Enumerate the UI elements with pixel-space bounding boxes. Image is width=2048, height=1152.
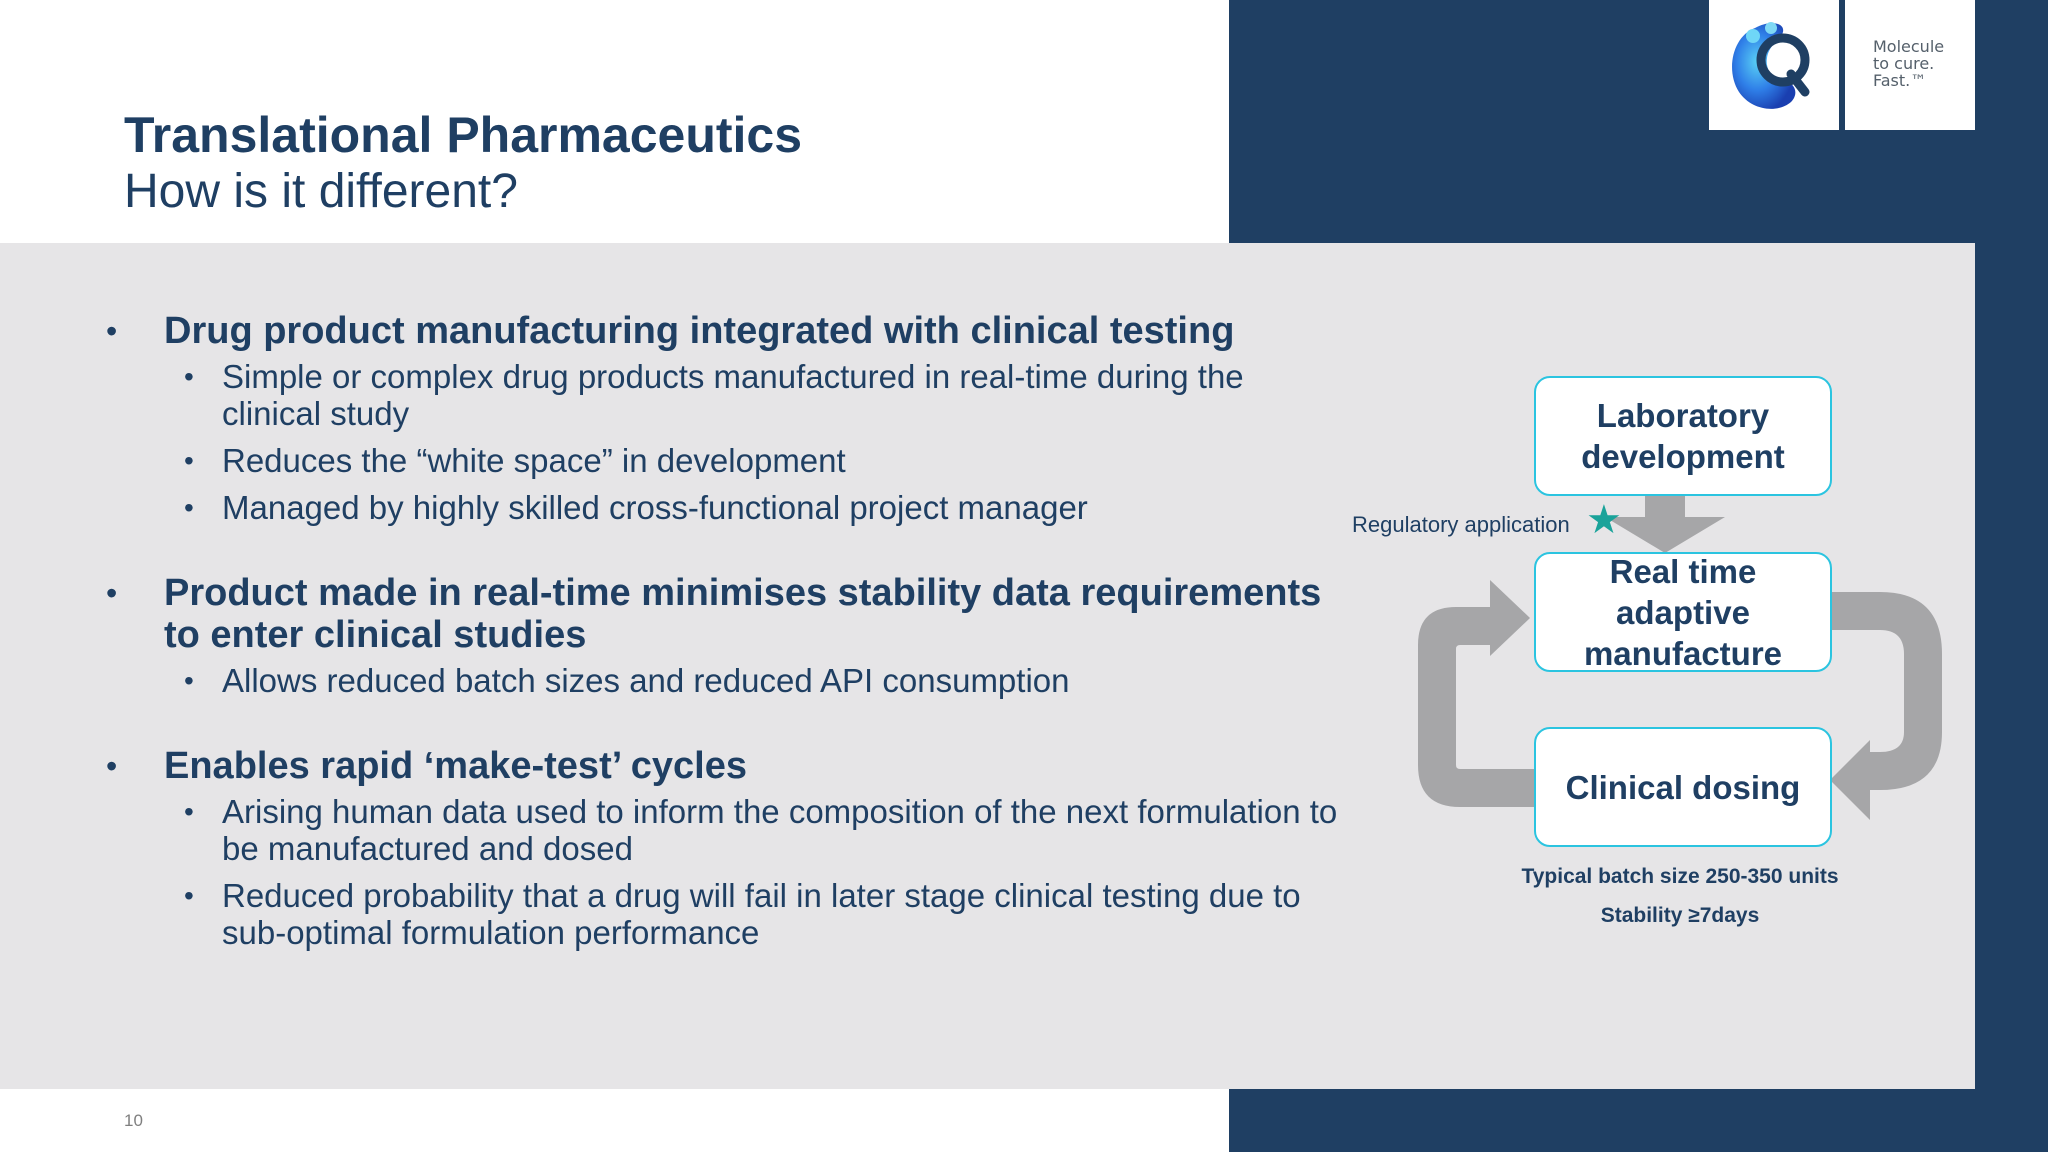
tagline-line-2: to cure. [1873, 54, 1935, 73]
right-loop-arrowhead [1830, 740, 1870, 820]
tagline-line-3: Fast.™ [1873, 71, 1927, 90]
star-icon: ★ [1586, 498, 1622, 542]
q-logo-icon [1725, 14, 1825, 116]
logo-box [1709, 0, 1839, 130]
right-navy-strip [1975, 0, 2048, 1152]
bullet-1: • Drug product manufacturing integrated with clinical testing [104, 310, 1344, 352]
tagline-box [1845, 0, 1975, 130]
slide-title: Translational Pharmaceutics [124, 107, 803, 163]
sub-bullet-1-3: • Managed by highly skilled cross-functional project manager [104, 489, 1344, 526]
clinical-dosing-box: Clinical dosing [1534, 727, 1832, 847]
real-time-manufacture-box: Real time adaptive manufacture [1534, 552, 1832, 672]
sub-bullet-2-1: • Allows reduced batch sizes and reduced API consumption [104, 662, 1344, 699]
left-loop-arrow [1418, 607, 1534, 807]
regulatory-application-label: Regulatory application [1352, 512, 1570, 537]
bullet-list [104, 310, 1344, 951]
bullet-2: • Product made in real-time minimises stability data requirements to enter clinical studies [104, 572, 1344, 656]
batch-size-caption: Typical batch size 250-350 units [1521, 865, 1839, 888]
left-loop-arrowhead [1490, 580, 1530, 656]
page-number: 10 [124, 1111, 143, 1130]
tagline [1873, 38, 1944, 89]
sub-bullet-3-2: • Reduced probability that a drug will fail in later stage clinical testing due to sub-optimal formulation performance [104, 877, 1344, 951]
down-arrow [1605, 495, 1725, 553]
stability-caption: Stability ≥7days [1600, 904, 1760, 927]
lab-development-box: Laboratory development [1534, 376, 1832, 496]
bullet-3: • Enables rapid ‘make-test’ cycles [104, 745, 1344, 787]
slide-subtitle: How is it different? [124, 165, 518, 218]
sub-bullet-3-1: • Arising human data used to inform the composition of the next formulation to be manufactured and dosed [104, 793, 1344, 867]
right-loop-arrow [1830, 592, 1942, 790]
tagline-line-1: Molecule [1873, 37, 1945, 56]
footer-navy-block [1229, 1089, 2048, 1152]
sub-bullet-1-1: • Simple or complex drug products manufactured in real-time during the clinical study [104, 358, 1344, 432]
sub-bullet-1-2: • Reduces the “white space” in development [104, 442, 1344, 479]
